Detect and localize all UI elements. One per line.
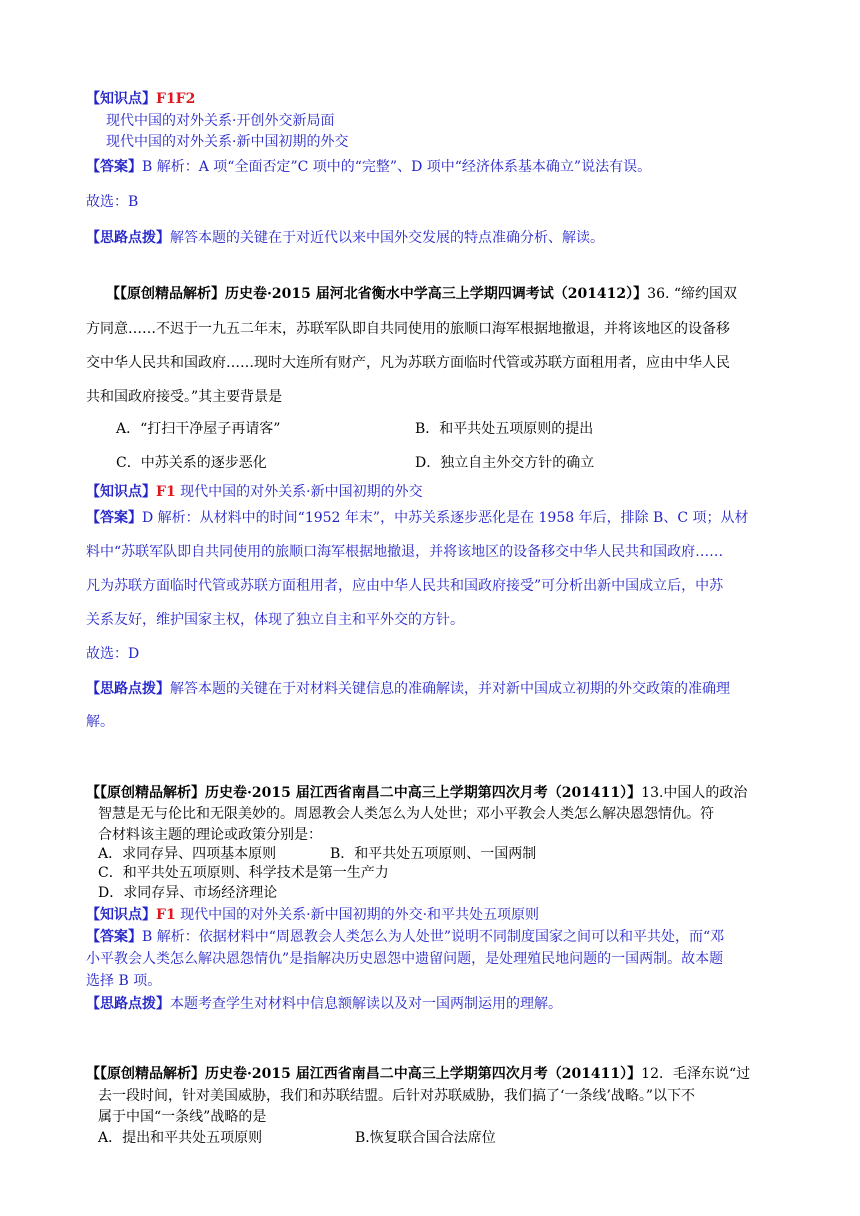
tip-text: 解答本题的关键在于对材料关键信息的准确解读，并对新中国成立初期的外交政策的准确理 bbox=[170, 681, 730, 697]
answer-label: 【答案】 bbox=[86, 929, 142, 945]
answer-label: 【答案】 bbox=[86, 159, 142, 175]
question-stem: 13.中国人的政治 bbox=[641, 785, 748, 801]
answer-choice: 故选：B bbox=[86, 194, 139, 210]
answer-row bbox=[86, 926, 724, 946]
knowledge-point-code: F1 bbox=[156, 484, 176, 500]
knowledge-point-row bbox=[86, 88, 195, 108]
question-stem: 去一段时间，针对美国威胁，我们和苏联结盟。后针对苏联威胁，我们搞了‘一条线’战略。”以下不 bbox=[98, 1088, 696, 1104]
knowledge-point-label: 【知识点】 bbox=[86, 484, 156, 500]
answer-choice: 故选：D bbox=[86, 646, 140, 662]
tip-label: 【思路点拨】 bbox=[86, 996, 170, 1012]
tip-label: 【思路点拨】 bbox=[86, 681, 170, 697]
tip-row bbox=[86, 993, 562, 1013]
question-stem: 智慧是无与伦比和无限美妙的。周恩教会人类怎么为人处世；邓小平教会人类怎么解决恩怨情仇。符 bbox=[98, 806, 714, 822]
knowledge-point-text: 现代中国的对外关系·新中国初期的外交·和平共处五项原则 bbox=[175, 907, 540, 923]
answer-row bbox=[86, 156, 651, 176]
answer-text: 关系友好，维护国家主权，体现了独立自主和平外交的方针。 bbox=[86, 612, 464, 628]
question-stem-line bbox=[106, 283, 737, 303]
knowledge-point-label: 【知识点】 bbox=[86, 91, 156, 107]
answer-text: 选择 B 项。 bbox=[86, 973, 162, 989]
answer-text: 凡为苏联方面临时代管或苏联方面租用者，应由中华人民共和国政府接受”可分析出新中国成立后，中苏 bbox=[86, 578, 724, 594]
answer-text: 料中“苏联军队即自共同使用的旅顺口海军根据地撤退，并将该地区的设备移交中华人民共和国政府…… bbox=[86, 544, 724, 560]
question-stem: 合材料该主题的理论或政策分别是： bbox=[98, 827, 322, 843]
knowledge-point-text: 现代中国的对外关系·新中国初期的外交 bbox=[106, 134, 349, 150]
option-d: D．求同存异、市场经济理论 bbox=[98, 885, 278, 901]
tip-text: 解答本题的关键在于对近代以来中国外交发展的特点准确分析、解读。 bbox=[170, 230, 604, 246]
answer-text: D 解析：从材料中的时间“1952 年末”，中苏关系逐步恶化是在 1958 年后，排除 B、C 项；从材 bbox=[142, 510, 749, 526]
knowledge-point-row bbox=[86, 481, 423, 501]
option-a: A．“打扫干净屋子再请客” bbox=[116, 421, 281, 437]
tip-label: 【思路点拨】 bbox=[86, 230, 170, 246]
knowledge-point-text: 现代中国的对外关系·新中国初期的外交 bbox=[175, 484, 423, 500]
question-stem: 36. “缔约国双 bbox=[647, 286, 738, 302]
option-c: C．和平共处五项原则、科学技术是第一生产力 bbox=[98, 865, 389, 881]
question-stem: 12．毛泽东说“过 bbox=[641, 1066, 751, 1082]
question-source: 【【原创精品解析】历史卷·2015 届江西省南昌二中高三上学期第四次月考（201411）】 bbox=[86, 1066, 642, 1082]
tip-row bbox=[86, 678, 730, 698]
knowledge-point-label: 【知识点】 bbox=[86, 907, 156, 923]
question-stem: 方同意……不迟于一九五二年末，苏联军队即自共同使用的旅顺口海军根据地撤退，并将该地区的设备移 bbox=[86, 321, 730, 337]
answer-text: 小平教会人类怎么解决恩怨情仇”是指解决历史恩怨中遗留问题，是处理殖民地问题的一国两制。故本题 bbox=[86, 951, 724, 967]
knowledge-point-code: F1 bbox=[156, 907, 176, 923]
tip-text: 解。 bbox=[86, 714, 114, 730]
option-b: B．和平共处五项原则的提出 bbox=[415, 421, 594, 437]
question-stem: 交中华人民共和国政府……现时大连所有财产，凡为苏联方面临时代管或苏联方面租用者，应由中华人民 bbox=[86, 355, 730, 371]
question-stem: 共和国政府接受。”其主要背景是 bbox=[86, 389, 283, 405]
tip-text: 本题考查学生对材料中信息额解读以及对一国两制运用的理解。 bbox=[170, 996, 562, 1012]
knowledge-point-row bbox=[86, 904, 539, 924]
answer-text: B 解析：A 项“全面否定”C 项中的“完整”、D 项中“经济体系基本确立”说法有误。 bbox=[142, 159, 652, 175]
knowledge-point-text: 现代中国的对外关系·开创外交新局面 bbox=[106, 113, 335, 129]
question-source: 【【原创精品解析】历史卷·2015 届河北省衡水中学高三上学期四调考试（201412）】 bbox=[106, 286, 648, 302]
question-stem: 属于中国“一条线”战略的是 bbox=[98, 1109, 267, 1125]
answer-label: 【答案】 bbox=[86, 510, 142, 526]
answer-text: B 解析：依据材料中“周恩教会人类怎么为人处世”说明不同制度国家之间可以和平共处，而“邓 bbox=[142, 929, 725, 945]
option-a: A．求同存异、四项基本原则 bbox=[98, 846, 277, 862]
option-b: B．和平共处五项原则、一国两制 bbox=[330, 846, 537, 862]
question-source: 【【原创精品解析】历史卷·2015 届江西省南昌二中高三上学期第四次月考（201411）】 bbox=[86, 785, 642, 801]
answer-row bbox=[86, 507, 749, 527]
option-c: C．中苏关系的逐步恶化 bbox=[116, 455, 267, 471]
question-stem-line bbox=[86, 782, 747, 802]
knowledge-point-code: F1F2 bbox=[156, 91, 196, 107]
option-a: A．提出和平共处五项原则 bbox=[98, 1130, 263, 1146]
tip-row bbox=[86, 227, 604, 247]
question-stem-line bbox=[86, 1063, 750, 1083]
option-b: B.恢复联合国合法席位 bbox=[355, 1130, 496, 1146]
option-d: D．独立自主外交方针的确立 bbox=[415, 455, 595, 471]
